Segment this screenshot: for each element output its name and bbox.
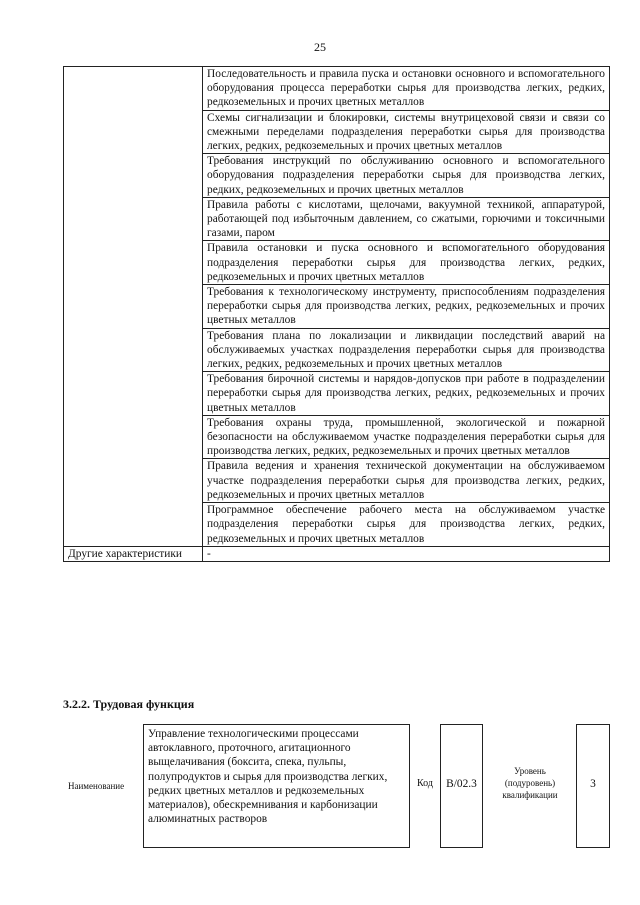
knowledge-item: Требования плана по локализации и ликвидации последствий аварий на обслуживаемых участках подразделения переработки сырья для производства легких, редких, редкоземельных и прочих цветных металлов: [203, 328, 610, 372]
other-characteristics-value: -: [203, 546, 610, 561]
page-number: 25: [314, 40, 326, 54]
function-name-box: Управление технологическими процессами автоклавного, проточного, агитационного выщелачивания (боксита, спека, пульпы, полупродуктов и сырья для производства легких, редких цветных металлов и редкоземельных материалов), обескремнивания и карбонизации алюминатных растворов: [143, 724, 410, 848]
qualification-level-box: 3: [576, 724, 610, 848]
code-value-box: B/02.3: [440, 724, 483, 848]
knowledge-item: Требования инструкций по обслуживанию основного и вспомогательного оборудования подразделения переработки сырья для производства легких, редких, редкоземельных и прочих цветных металлов: [203, 154, 610, 198]
knowledge-item: Требования к технологическому инструменту, приспособлениям подразделения переработки сырья для производства легких, редких, редкоземельных и прочих цветных металлов: [203, 285, 610, 329]
knowledge-item: Программное обеспечение рабочего места на обслуживаемом участке подразделения переработки сырья для производства легких, редких, редкоземельных и прочих цветных металлов: [203, 503, 610, 547]
name-label: Наименование: [68, 781, 125, 791]
empty-label-cell: [64, 67, 203, 547]
section-title: 3.2.2. Трудовая функция: [63, 697, 195, 711]
table-row: [64, 546, 610, 561]
knowledge-item: Требования охраны труда, промышленной, экологической и пожарной безопасности на обслуживаемом участке подразделения переработки сырья для производства легких, редких, редкоземельных и прочих цветных металлов: [203, 415, 610, 459]
knowledge-item: Схемы сигнализации и блокировки, системы внутрицеховой связи и связи со смежными переделами подразделения переработки сырья для производства легких, редких, редкоземельных и прочих цветных металлов: [203, 110, 610, 154]
knowledge-item: Правила ведения и хранения технической документации на обслуживаемом участке подразделения переработки сырья для производства легких, редких, редкоземельных и прочих цветных металлов: [203, 459, 610, 503]
knowledge-item: Правила остановки и пуска основного и вспомогательного оборудования подразделения переработки сырья для производства легких, редких, редкоземельных и прочих цветных металлов: [203, 241, 610, 285]
knowledge-item: Правила работы с кислотами, щелочами, вакуумной техникой, аппаратурой, работающей под избыточным давлением, со сжатыми, горючими и токсичными газами, паром: [203, 197, 610, 241]
table-row: [64, 67, 610, 111]
other-characteristics-label: Другие характеристики: [64, 546, 203, 561]
qualification-level-label: Уровень (подуровень) квалификации: [502, 766, 558, 800]
code-label: Код: [417, 778, 433, 789]
knowledge-item: Последовательность и правила пуска и остановки основного и вспомогательного оборудования процесса переработки сырья для производства легких, редких, редкоземельных и прочих цветных металлов: [203, 67, 610, 111]
knowledge-table: [63, 66, 610, 562]
knowledge-item: Требования бирочной системы и нарядов-допусков при работе в подразделении переработки сырья для производства легких, редких, редкоземельных и прочих цветных металлов: [203, 372, 610, 416]
